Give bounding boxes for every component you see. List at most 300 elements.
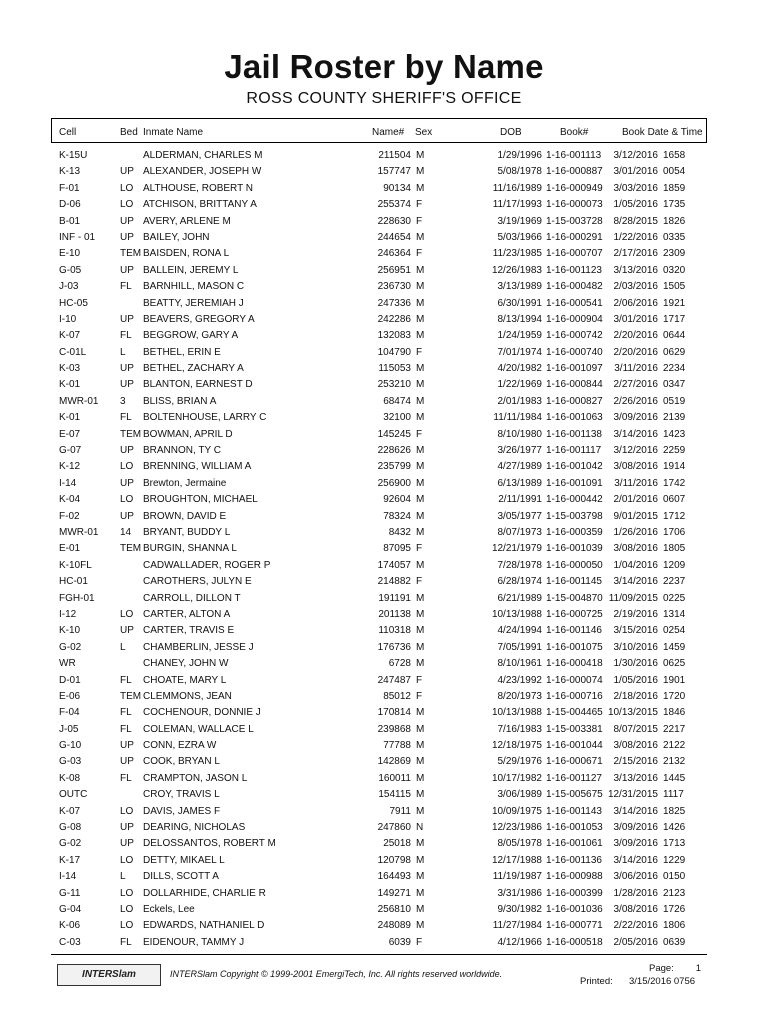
table-row (0, 230, 768, 246)
book-time: 1806 (663, 920, 686, 932)
sex: M (416, 740, 425, 752)
inmate-name: CHANEY, JOHN W (143, 658, 229, 670)
book-number: 1-16-001145 (546, 576, 602, 588)
bed: TEM (120, 690, 142, 702)
book-number: 1-16-001042 (546, 461, 603, 473)
sex: F (416, 576, 423, 588)
name-number: 256810 (377, 903, 411, 915)
name-number: 228626 (377, 445, 411, 457)
table-row (0, 345, 768, 361)
dob: 9/30/1982 (497, 903, 542, 915)
page-number: 1 (695, 963, 701, 974)
table-row (0, 902, 768, 918)
book-date: 3/14/2016 (613, 428, 658, 440)
inmate-name: ATCHISON, BRITTANY A (143, 199, 257, 211)
book-time: 1717 (663, 313, 686, 325)
report-footer (51, 954, 707, 991)
dob: 8/10/1961 (497, 658, 542, 670)
cell: D-06 (59, 199, 81, 211)
bed: FL (120, 281, 132, 293)
inmate-name: BROUGHTON, MICHAEL (143, 494, 258, 506)
cell: WR (59, 658, 76, 670)
book-date: 3/14/2016 (613, 576, 658, 588)
book-time: 2259 (663, 445, 686, 457)
table-row (0, 525, 768, 541)
sex: F (416, 674, 423, 686)
book-date: 3/01/2016 (613, 166, 658, 178)
cell: G-02 (59, 641, 82, 653)
cell: K-10FL (59, 559, 92, 571)
book-time: 1505 (663, 281, 686, 293)
sex: F (416, 690, 423, 702)
header-name-number: Name# (372, 127, 405, 138)
dob: 11/11/1984 (493, 412, 542, 424)
book-number: 1-16-000707 (546, 248, 603, 260)
sex: M (416, 461, 425, 473)
table-row (0, 164, 768, 180)
inmate-name: BLANTON, EARNEST D (143, 379, 253, 391)
sex: M (416, 559, 425, 571)
sex: M (416, 313, 425, 325)
sex: M (416, 789, 425, 801)
dob: 8/10/1980 (497, 428, 542, 440)
cell: K-08 (59, 772, 81, 784)
cell: HC-05 (59, 297, 88, 309)
sex: M (416, 150, 425, 161)
name-number: 132083 (377, 330, 411, 342)
name-number: 201138 (378, 608, 411, 620)
printed-date: 3/15/2016 0756 (629, 976, 696, 987)
inmate-name: DAVIS, JAMES F (143, 805, 221, 817)
book-time: 1209 (663, 559, 686, 571)
dob: 10/17/1982 (491, 772, 542, 784)
name-number: 176736 (377, 641, 411, 653)
cell: K-01 (59, 379, 81, 391)
book-time: 1117 (663, 789, 684, 801)
table-row (0, 279, 768, 295)
column-header-row (51, 118, 707, 143)
sex: M (416, 445, 425, 457)
inmate-name: DEARING, NICHOLAS (143, 822, 246, 834)
bed: FL (120, 412, 132, 424)
inmate-name: DETTY, MIKAEL L (143, 854, 225, 866)
name-number: 104790 (377, 346, 411, 358)
name-number: 242286 (377, 313, 411, 325)
name-number: 145245 (377, 428, 411, 440)
name-number: 248089 (377, 920, 411, 932)
bed: 14 (120, 526, 132, 538)
cell: FGH-01 (59, 592, 95, 604)
book-date: 2/22/2016 (613, 920, 658, 932)
sex: F (416, 199, 423, 211)
table-row (0, 787, 768, 803)
sex: M (416, 231, 425, 243)
inmate-name: BETHEL, ZACHARY A (143, 363, 244, 375)
sex: M (416, 526, 425, 538)
cell: F-02 (59, 510, 80, 522)
inmate-name: BETHEL, ERIN E (143, 346, 221, 358)
book-time: 1423 (663, 428, 686, 440)
bed: UP (120, 822, 134, 834)
sex: M (416, 838, 425, 850)
book-number: 1-16-000988 (546, 871, 603, 883)
name-number: 214882 (377, 576, 411, 588)
inmate-name: AVERY, ARLENE M (143, 215, 231, 227)
book-number: 1-16-000541 (546, 297, 603, 309)
bed: FL (120, 772, 132, 784)
inmate-name: BRANNON, TY C (143, 445, 221, 457)
inmate-name: EDWARDS, NATHANIEL D (143, 920, 265, 932)
bed: UP (120, 231, 134, 243)
table-row (0, 754, 768, 770)
book-number: 1-16-001136 (546, 854, 602, 866)
book-date: 2/05/2016 (613, 936, 658, 948)
dob: 2/11/1991 (498, 494, 542, 506)
inmate-name: BROWN, DAVID E (143, 510, 227, 522)
name-number: 32100 (383, 412, 411, 424)
cell: G-02 (59, 838, 82, 850)
cell: K-03 (59, 363, 81, 375)
book-number: 1-16-000771 (546, 920, 603, 932)
inmate-name: DELOSSANTOS, ROBERT M (143, 838, 276, 850)
table-row (0, 722, 768, 738)
bed: UP (120, 363, 134, 375)
name-number: 87095 (383, 543, 411, 555)
book-time: 2139 (663, 412, 686, 424)
bed: LO (120, 182, 134, 194)
table-row (0, 836, 768, 852)
inmate-name: CRAMPTON, JASON L (143, 772, 248, 784)
book-number: 1-16-000844 (546, 379, 603, 391)
sex: M (416, 608, 425, 620)
cell: E-10 (59, 248, 81, 260)
book-date: 3/12/2016 (613, 150, 658, 161)
bed: UP (120, 379, 134, 391)
table-row (0, 673, 768, 689)
table-row (0, 640, 768, 656)
cell: B-01 (59, 215, 81, 227)
book-time: 1720 (663, 690, 686, 702)
bed: LO (120, 461, 134, 473)
interslam-logo: INTERSlam (57, 964, 161, 986)
book-number: 1-16-000418 (546, 658, 603, 670)
bed: UP (120, 215, 134, 227)
dob: 12/23/1986 (491, 822, 542, 834)
book-date: 3/06/2016 (613, 871, 658, 883)
cell: J-05 (59, 723, 79, 735)
bed: FL (120, 723, 132, 735)
name-number: 256900 (377, 477, 411, 489)
dob: 2/01/1983 (497, 395, 542, 407)
book-number: 1-16-000725 (546, 608, 603, 620)
book-number: 1-16-001117 (546, 445, 602, 457)
table-row (0, 459, 768, 475)
book-date: 1/05/2016 (613, 199, 658, 211)
book-number: 1-16-001075 (546, 641, 603, 653)
dob: 11/19/1987 (492, 871, 542, 883)
name-number: 92604 (383, 494, 411, 506)
bed: UP (120, 445, 134, 457)
dob: 6/13/1989 (497, 477, 542, 489)
inmate-name: Eckels, Lee (143, 903, 195, 915)
book-number: 1-16-001091 (546, 477, 603, 489)
bed: L (120, 641, 126, 653)
name-number: 115053 (378, 363, 411, 375)
table-row (0, 328, 768, 344)
book-time: 0639 (663, 936, 686, 948)
report-subtitle: ROSS COUNTY SHERIFF'S OFFICE (246, 90, 522, 107)
book-time: 1658 (663, 150, 686, 161)
book-date: 3/13/2016 (613, 264, 658, 276)
sex: M (416, 330, 425, 342)
dob: 6/28/1974 (497, 576, 542, 588)
book-date: 3/09/2016 (613, 412, 658, 424)
book-time: 1229 (663, 854, 686, 866)
inmate-name: BURGIN, SHANNA L (143, 543, 237, 555)
book-time: 1314 (663, 608, 686, 620)
book-date: 2/01/2016 (613, 494, 658, 506)
sex: M (416, 297, 425, 309)
name-number: 8432 (388, 526, 411, 538)
inmate-name: CADWALLADER, ROGER P (143, 559, 271, 571)
inmate-name: CONN, EZRA W (143, 740, 217, 752)
book-time: 0629 (663, 346, 686, 358)
book-date: 3/08/2016 (613, 543, 658, 555)
dob: 10/09/1975 (491, 805, 542, 817)
cell: K-13 (59, 166, 81, 178)
inmate-name: BEAVERS, GREGORY A (143, 313, 255, 325)
dob: 8/05/1978 (497, 838, 542, 850)
inmate-name: Brewton, Jermaine (143, 477, 227, 489)
book-time: 0625 (663, 658, 686, 670)
cell: K-10 (59, 625, 81, 637)
table-row (0, 886, 768, 902)
name-number: 164493 (377, 871, 411, 883)
dob: 1/29/1996 (497, 150, 542, 161)
name-number: 246364 (377, 248, 411, 260)
book-number: 1-16-000482 (546, 281, 603, 293)
sex: F (416, 346, 423, 358)
table-row (0, 361, 768, 377)
table-row (0, 312, 768, 328)
bed: UP (120, 313, 134, 325)
sex: N (416, 822, 424, 834)
book-time: 0335 (663, 231, 686, 243)
book-date: 3/11/2016 (614, 477, 658, 489)
book-number: 1-16-000949 (546, 182, 603, 194)
bed: UP (120, 264, 134, 276)
table-row (0, 492, 768, 508)
table-row (0, 869, 768, 885)
cell: C-03 (59, 936, 81, 948)
cell: E-06 (59, 690, 81, 702)
book-time: 1805 (663, 543, 686, 555)
bed: LO (120, 199, 134, 211)
inmate-name: DILLS, SCOTT A (143, 871, 219, 883)
cell: D-01 (59, 674, 81, 686)
bed: UP (120, 477, 134, 489)
book-date: 3/08/2016 (613, 903, 658, 915)
inmate-name: BAISDEN, RONA L (143, 248, 230, 260)
cell: I-14 (59, 871, 77, 883)
name-number: 120798 (377, 854, 411, 866)
book-number: 1-16-000291 (546, 231, 603, 243)
cell: INF - 01 (59, 231, 96, 243)
book-date: 10/13/2015 (607, 707, 658, 719)
name-number: 228630 (377, 215, 411, 227)
name-number: 154115 (378, 789, 411, 801)
name-number: 6728 (388, 658, 411, 670)
name-number: 157747 (377, 166, 411, 178)
table-row (0, 804, 768, 820)
cell: MWR-01 (59, 526, 99, 538)
dob: 11/23/1985 (492, 248, 542, 260)
name-number: 25018 (383, 838, 411, 850)
cell: E-01 (59, 543, 81, 555)
book-date: 8/07/2015 (613, 723, 658, 735)
book-time: 1914 (663, 461, 686, 473)
book-time: 0320 (663, 264, 686, 276)
book-date: 2/19/2016 (613, 608, 658, 620)
table-row (0, 853, 768, 869)
sex: M (416, 510, 425, 522)
dob: 4/20/1982 (497, 363, 542, 375)
header-book-date-time: Book Date & Time (622, 127, 703, 138)
dob: 7/05/1991 (497, 641, 542, 653)
book-number: 1-16-001143 (546, 805, 602, 817)
cell: I-10 (59, 313, 77, 325)
table-row (0, 394, 768, 410)
table-row (0, 656, 768, 672)
book-date: 3/12/2016 (613, 445, 658, 457)
name-number: 170814 (377, 707, 411, 719)
dob: 5/29/1976 (497, 756, 542, 768)
book-date: 8/28/2015 (613, 215, 658, 227)
table-row (0, 148, 768, 164)
book-number: 1-16-000073 (546, 199, 603, 211)
inmate-name: COOK, BRYAN L (143, 756, 220, 768)
table-row (0, 607, 768, 623)
book-number: 1-16-001127 (546, 772, 602, 784)
table-row (0, 558, 768, 574)
sex: M (416, 756, 425, 768)
book-date: 2/27/2016 (613, 379, 658, 391)
copyright-notice: INTERSlam Copyright © 1999-2001 EmergiTech, Inc. All rights reserved worldwide. (170, 969, 503, 979)
cell: G-08 (59, 822, 82, 834)
inmate-name: CAROTHERS, JULYN E (143, 576, 252, 588)
inmate-name: CLEMMONS, JEAN (143, 690, 232, 702)
name-number: 247487 (377, 674, 411, 686)
book-date: 11/09/2015 (608, 592, 658, 604)
name-number: 236730 (377, 281, 411, 293)
book-date: 1/04/2016 (613, 559, 658, 571)
table-row (0, 377, 768, 393)
book-time: 0150 (663, 871, 686, 883)
name-number: 255374 (377, 199, 411, 211)
book-time: 1846 (663, 707, 686, 719)
bed: L (120, 346, 126, 358)
sex: M (416, 395, 425, 407)
book-number: 1-16-001063 (546, 412, 603, 424)
book-time: 1706 (663, 526, 686, 538)
dob: 8/20/1973 (497, 690, 542, 702)
book-date: 1/05/2016 (613, 674, 658, 686)
book-date: 2/06/2016 (613, 297, 658, 309)
sex: M (416, 658, 425, 670)
sex: M (416, 887, 425, 899)
bed: LO (120, 854, 134, 866)
name-number: 6039 (388, 936, 411, 948)
bed: TEM (120, 248, 142, 260)
book-time: 0225 (663, 592, 686, 604)
book-time: 1921 (663, 297, 686, 309)
book-time: 1713 (663, 838, 686, 850)
name-number: 110318 (378, 625, 411, 637)
table-row (0, 443, 768, 459)
table-row (0, 738, 768, 754)
table-row (0, 476, 768, 492)
book-time: 1826 (663, 215, 686, 227)
book-time: 0519 (663, 395, 686, 407)
dob: 4/24/1994 (497, 625, 542, 637)
dob: 11/16/1989 (492, 182, 542, 194)
bed: LO (120, 494, 134, 506)
book-date: 3/14/2016 (613, 854, 658, 866)
book-number: 1-15-004870 (546, 592, 603, 604)
inmate-name: ALTHOUSE, ROBERT N (143, 182, 254, 194)
header-inmate-name: Inmate Name (143, 127, 204, 138)
book-number: 1-15-005675 (546, 789, 603, 801)
dob: 3/06/1989 (497, 789, 542, 801)
sex: M (416, 871, 425, 883)
book-number: 1-16-000827 (546, 395, 603, 407)
bed: UP (120, 625, 134, 637)
book-time: 2309 (663, 248, 686, 260)
sex: F (416, 215, 423, 227)
sex: M (416, 805, 425, 817)
dob: 3/13/1989 (497, 281, 542, 293)
sex: M (416, 412, 425, 424)
dob: 12/18/1975 (491, 740, 542, 752)
header-dob: DOB (500, 127, 522, 138)
bed: 3 (120, 395, 126, 407)
dob: 3/31/1986 (497, 887, 542, 899)
name-number: 253210 (377, 379, 411, 391)
book-date: 1/28/2016 (613, 887, 658, 899)
bed: UP (120, 166, 134, 178)
name-number: 149271 (377, 887, 411, 899)
book-time: 0054 (663, 166, 686, 178)
cell: F-01 (59, 182, 80, 194)
book-number: 1-15-004465 (546, 707, 603, 719)
dob: 3/19/1969 (497, 215, 542, 227)
book-date: 9/01/2015 (613, 510, 658, 522)
inmate-name: BAILEY, JOHN (143, 231, 210, 243)
book-time: 1445 (663, 772, 686, 784)
inmate-name: CHAMBERLIN, JESSE J (143, 641, 254, 653)
table-row (0, 918, 768, 934)
book-time: 0644 (663, 330, 686, 342)
inmate-name: BLISS, BRIAN A (143, 395, 217, 407)
book-time: 2237 (663, 576, 686, 588)
table-row (0, 181, 768, 197)
book-date: 2/15/2016 (613, 756, 658, 768)
book-time: 1742 (663, 477, 686, 489)
bed: UP (120, 838, 134, 850)
cell: K-07 (59, 330, 81, 342)
roster-table (0, 148, 768, 951)
book-date: 2/03/2016 (613, 281, 658, 293)
